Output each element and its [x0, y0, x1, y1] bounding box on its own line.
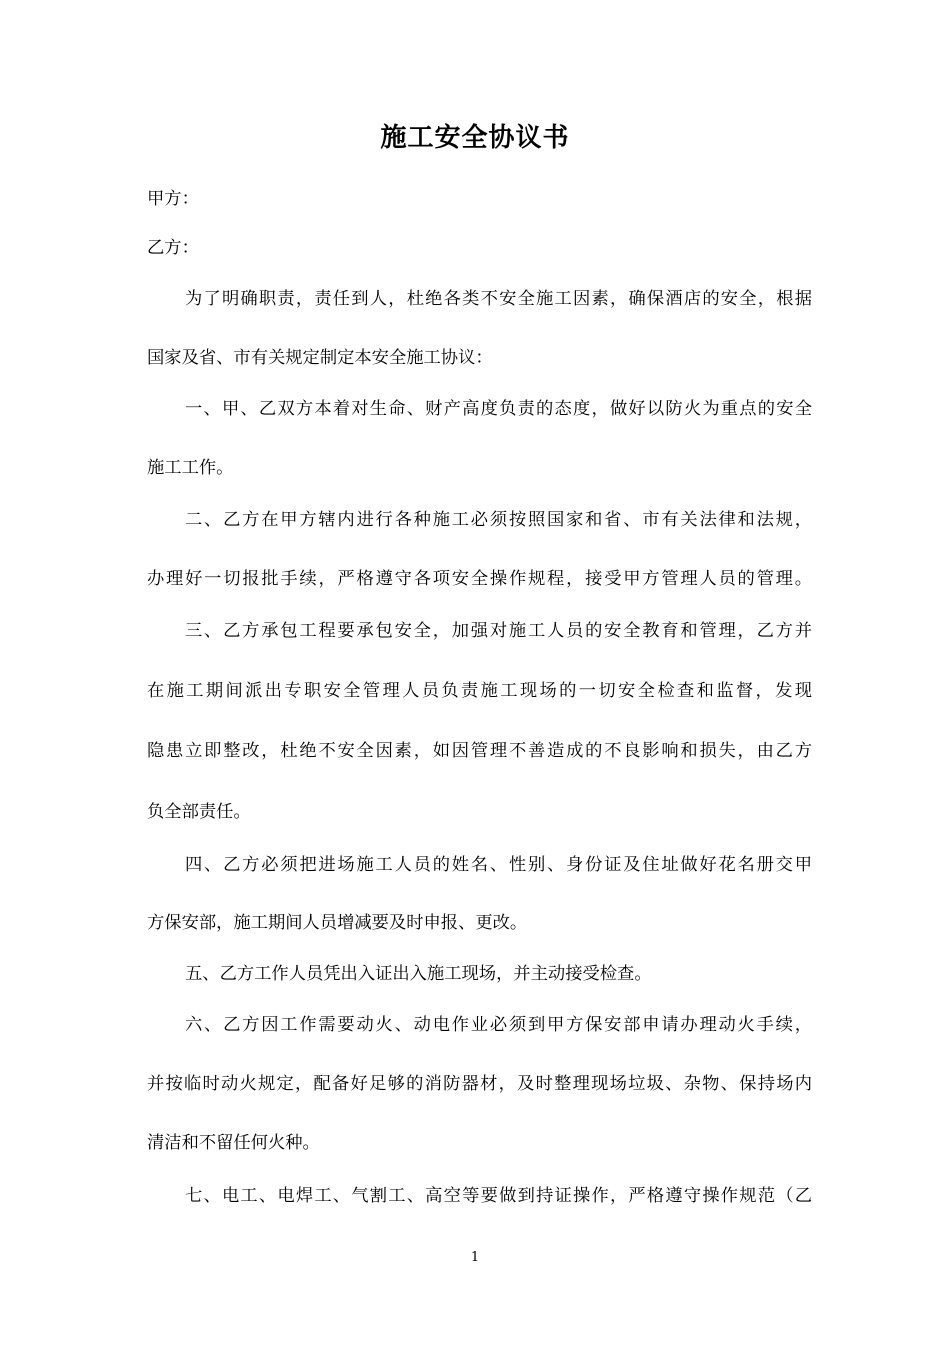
paragraph-line: 一、甲、乙双方本着对生命、财产高度负责的态度，做好以防火为重点的安全 [185, 399, 812, 419]
paragraph-line: 二、乙方在甲方辖内进行各种施工必须按照国家和省、市有关法律和法规， [185, 510, 812, 530]
document-title: 施工安全协议书 [380, 123, 570, 153]
party-a-label: 甲方： [147, 189, 199, 209]
paragraph-line: 负全部责任。 [147, 802, 251, 822]
paragraph-line: 七、电工、电焊工、气割工、高空等要做到持证操作，严格遵守操作规范（乙 [185, 1186, 812, 1206]
paragraph-line: 在施工期间派出专职安全管理人员负责施工现场的一切安全检查和监督，发现 [147, 681, 812, 701]
paragraph-line: 为了明确职责，责任到人，杜绝各类不安全施工因素，确保酒店的安全，根据 [185, 289, 812, 309]
paragraph-line: 三、乙方承包工程要承包安全，加强对施工人员的安全教育和管理，乙方并 [185, 621, 812, 641]
paragraph-line: 六、乙方因工作需要动火、动电作业必须到甲方保安部申请办理动火手续， [185, 1015, 812, 1035]
paragraph-line: 国家及省、市有关规定制定本安全施工协议： [147, 348, 493, 368]
paragraph-line: 办理好一切报批手续，严格遵守各项安全操作规程，接受甲方管理人员的管理。 [147, 569, 812, 589]
paragraph-line: 方保安部，施工期间人员增减要及时申报、更改。 [147, 913, 528, 933]
page-number: 1 [470, 1250, 480, 1265]
paragraph-line: 五、乙方工作人员凭出入证出入施工现场，并主动接受检查。 [185, 964, 652, 984]
paragraph-line: 四、乙方必须把进场施工人员的姓名、性别、身份证及住址做好花名册交甲 [185, 855, 812, 875]
paragraph-line: 隐患立即整改，杜绝不安全因素，如因管理不善造成的不良影响和损失，由乙方 [147, 741, 812, 761]
paragraph-line: 施工工作。 [147, 458, 234, 478]
paragraph-line: 清洁和不留任何火种。 [147, 1133, 320, 1153]
paragraph-line: 并按临时动火规定，配备好足够的消防器材，及时整理现场垃圾、杂物、保持场内 [147, 1074, 812, 1094]
party-b-label: 乙方： [147, 238, 199, 258]
